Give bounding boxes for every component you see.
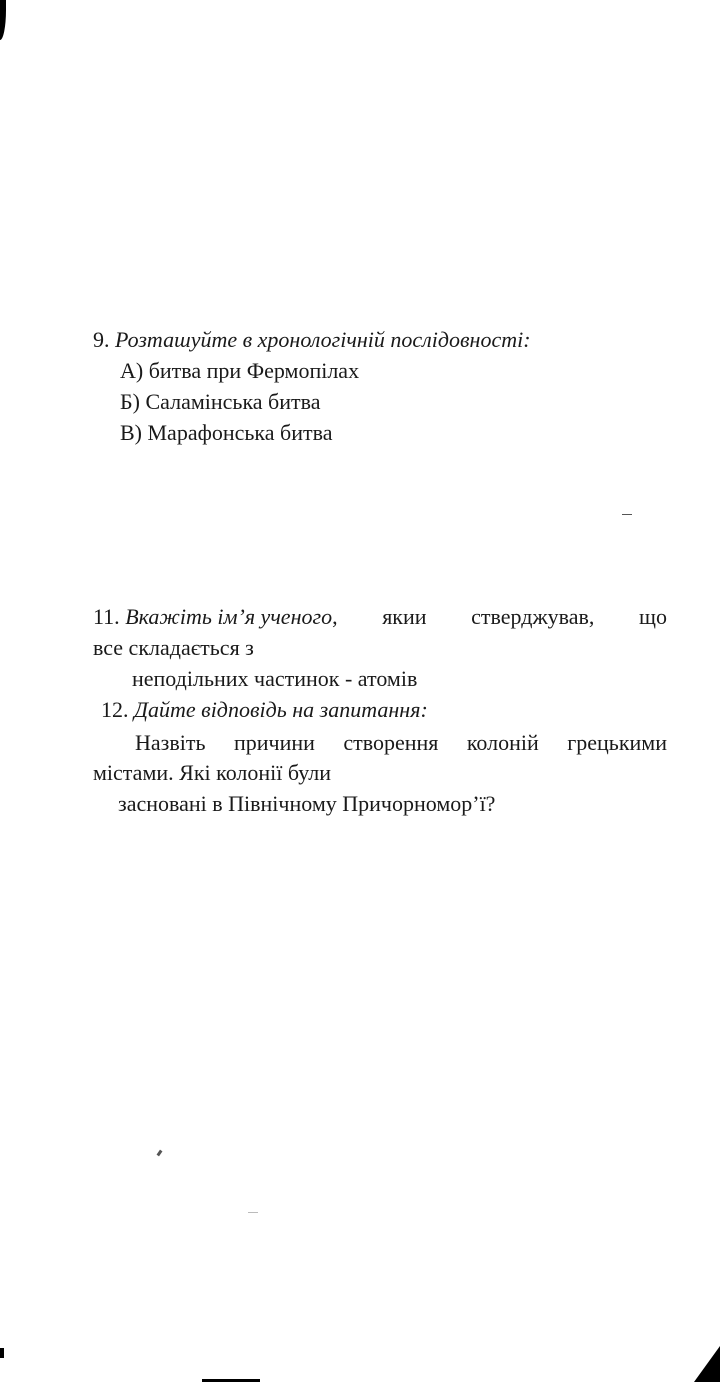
question-11-word: що bbox=[639, 604, 667, 629]
scan-edge-mark bbox=[0, 1348, 4, 1358]
scan-speck bbox=[622, 514, 632, 515]
question-12-word: колоній bbox=[466, 730, 539, 755]
question-12-heading bbox=[101, 697, 428, 723]
question-11-comma: , bbox=[332, 604, 338, 629]
question-11-word: якии bbox=[382, 604, 427, 629]
question-12-number: 12. bbox=[101, 697, 129, 722]
question-11-line-3: неподільних частинок - атомів bbox=[132, 666, 418, 691]
question-9-option-c: В) Марафонська битва bbox=[120, 420, 333, 445]
question-9-number: 9. bbox=[93, 327, 110, 352]
question-12-word: Назвіть bbox=[135, 730, 206, 755]
scan-speck bbox=[248, 1212, 258, 1213]
question-12-line-1 bbox=[135, 730, 667, 756]
scan-edge-shadow bbox=[0, 0, 6, 40]
question-9-option-b: Б) Саламінська битва bbox=[120, 389, 321, 414]
scan-speck bbox=[157, 1150, 163, 1157]
question-12-prompt: Дайте відповідь на запитання: bbox=[134, 697, 428, 722]
question-11-line-1 bbox=[93, 604, 667, 630]
question-11-line-2: все складається з bbox=[93, 635, 254, 660]
question-12-word: створення bbox=[343, 730, 439, 755]
scan-edge-shadow bbox=[694, 1346, 720, 1382]
question-9-prompt: Розташуйте в хронологічній послідовності: bbox=[115, 327, 531, 352]
question-9-option-a: А) битва при Фермопілах bbox=[120, 358, 360, 383]
question-12-line-3: засновані в Північному Причорномор’ї? bbox=[118, 791, 496, 816]
question-12-word: грецькими bbox=[567, 730, 667, 755]
question-9-heading bbox=[93, 327, 531, 353]
question-11-prompt: Вкажіть ім’я ученого bbox=[125, 604, 333, 629]
question-11-number: 11. bbox=[93, 604, 120, 629]
question-12-word: причини bbox=[233, 730, 315, 755]
question-11-lead bbox=[93, 604, 338, 630]
question-12-line-2: містами. Які колонії були bbox=[93, 760, 332, 785]
question-11-word: стверджував, bbox=[471, 604, 595, 629]
